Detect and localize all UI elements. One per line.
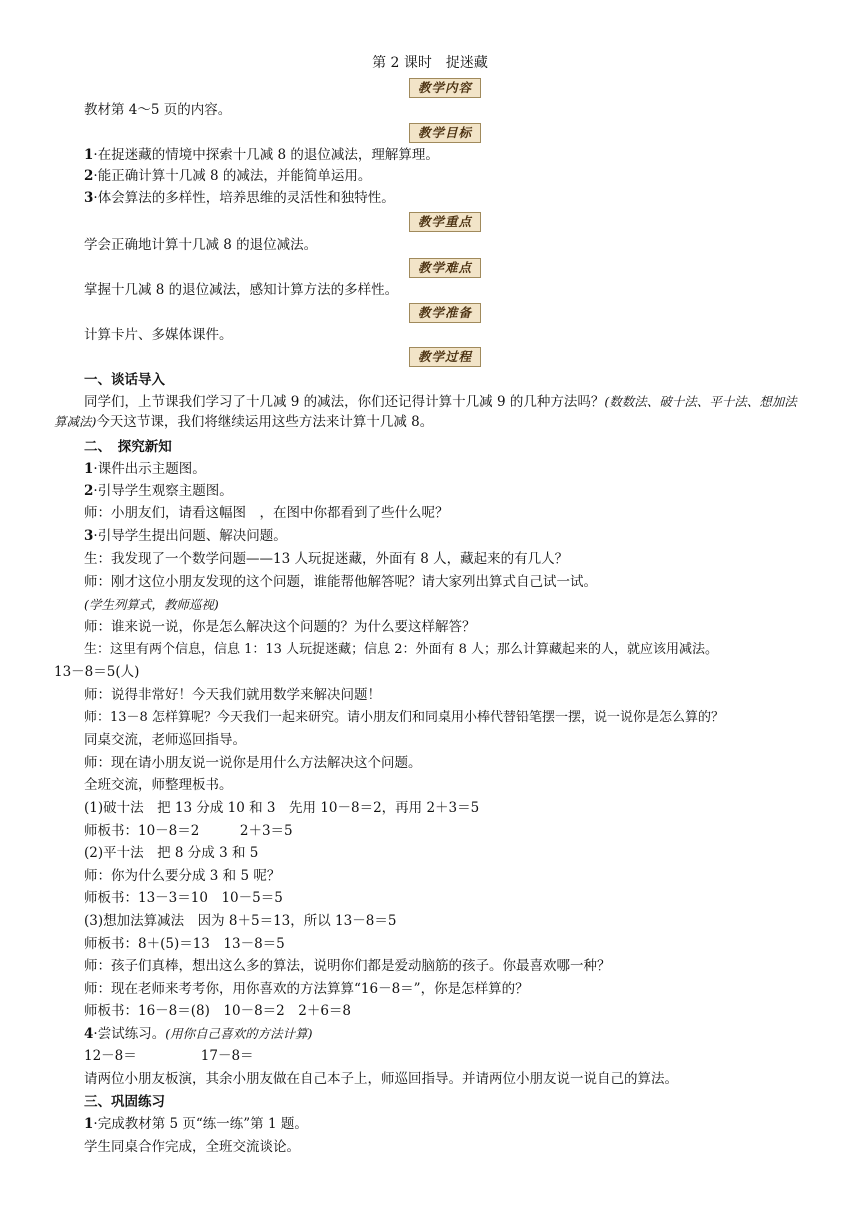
sec2-line-8: 师：谁来说一说，你是怎么解决这个问题的？为什么要这样解答？ <box>84 619 476 635</box>
sec2-line-6: 师：刚才这位小朋友发现的这个问题，谁能帮他解答呢？请大家列出算式自己试一试。 <box>84 574 597 590</box>
sec2-line-7: (学生列算式，教师巡视) <box>84 597 219 612</box>
sec2-line-27: 12－8＝ 17－8＝ <box>84 1048 254 1064</box>
sec2-line-3: 师：小朋友们，请看这幅图 ，在图中你都看到了些什么呢？ <box>84 505 449 521</box>
sec2-line-24: 师：现在老师来考考你，用你喜欢的方法算算“16－8＝”，你是怎样算的？ <box>84 981 529 997</box>
sec2-line-5: 生：我发现了一个数学问题——13 人玩捉迷藏，外面有 8 人，藏起来的有几人？ <box>84 551 569 567</box>
sec2-line-9: 生：这里有两个信息，信息 1：13 人玩捉迷藏；信息 2：外面有 8 人；那么计算藏起来的人，就应该用减法。 <box>84 642 719 657</box>
header-prep: 教学准备 <box>409 303 481 323</box>
sec3-line-2: 学生同桌合作完成，全班交流谈论。 <box>84 1139 300 1155</box>
sec2-line-28: 请两位小朋友板演，其余小朋友做在自己本子上，师巡回指导。并请两位小朋友说一说自己的算法。 <box>84 1071 678 1087</box>
header-key: 教学重点 <box>409 212 481 232</box>
header-process: 教学过程 <box>409 347 481 367</box>
sec2-line-18: (2)平十法 把 8 分成 3 和 5 <box>84 845 259 861</box>
sec2-line-17: 师板书：10－8＝2 2＋3＝5 <box>84 823 293 839</box>
sec2-line-14: 师：现在请小朋友说一说你是用什么方法解决这个问题。 <box>84 755 422 771</box>
sec3-line-1: 1·完成教材第 5 页“练一练”第 1 题。 <box>84 1116 308 1132</box>
sec2-line-20: 师板书：13－3＝10 10－5＝5 <box>84 890 283 906</box>
sec2-line-25: 师板书：16－8＝(8) 10－8＝2 2＋6＝8 <box>84 1003 352 1019</box>
sec2-line-1: 1·课件出示主题图。 <box>84 461 206 477</box>
lesson-title: 第 2 课时 捉迷藏 <box>372 55 488 71</box>
goal-item-3: 3·体会算法的多样性，培养思维的灵活性和独特性。 <box>84 190 395 206</box>
header-difficult: 教学难点 <box>409 258 481 278</box>
sec2-line-23: 师：孩子们真棒，想出这么多的算法，说明你们都是爱动脑筋的孩子。你最喜欢哪一种？ <box>84 958 611 974</box>
sec2-line-16: (1)破十法 把 13 分成 10 和 3 先用 10－8＝2，再用 2＋3＝5 <box>84 800 480 816</box>
section-3-title: 三、巩固练习 <box>84 1094 165 1110</box>
sec2-line-11: 师：说得非常好！今天我们就用数学来解决问题！ <box>84 687 381 703</box>
section-2-title: 二、 探究新知 <box>84 439 172 455</box>
content-text: 教材第 4～5 页的内容。 <box>84 102 232 118</box>
sec2-line-22: 师板书：8＋(5)＝13 13－8＝5 <box>84 936 285 952</box>
sec2-line-2: 2·引导学生观察主题图。 <box>84 483 233 499</box>
goal-item-2: 2·能正确计算十几减 8 的减法，并能简单运用。 <box>84 168 372 184</box>
sec2-line-13: 同桌交流，老师巡回指导。 <box>84 732 246 748</box>
sec2-line-15: 全班交流，师整理板书。 <box>84 777 233 793</box>
key-text: 学会正确地计算十几减 8 的退位减法。 <box>84 237 318 253</box>
sec2-line-21: (3)想加法算减法 因为 8＋5＝13，所以 13－8＝5 <box>84 913 397 929</box>
section-1-title: 一、谈话导入 <box>84 372 165 388</box>
difficult-text: 掌握十几减 8 的退位减法，感知计算方法的多样性。 <box>84 282 399 298</box>
header-goals: 教学目标 <box>409 123 481 143</box>
sec2-line-26: 4·尝试练习。(用你自己喜欢的方法计算) <box>84 1026 313 1042</box>
sec2-line-19: 师：你为什么要分成 3 和 5 呢？ <box>84 868 281 884</box>
goal-item-1: 1·在捉迷藏的情境中探索十几减 8 的退位减法，理解算理。 <box>84 147 439 163</box>
sec2-line-10: 13－8＝5(人) <box>54 664 140 680</box>
sec2-line-4: 3·引导学生提出问题、解决问题。 <box>84 528 287 544</box>
section-1-paragraph: 同学们，上节课我们学习了十几减 9 的减法，你们还记得计算十几减 9 的几种方法吗？(数数法、破十法、平十法、想加法算减法)今天这节课，我们将继续运用这些方法来计算十几减 8。 <box>54 394 797 430</box>
sec2-line-12: 师：13－8 怎样算呢？今天我们一起来研究。请小朋友们和同桌用小棒代替铅笔摆一摆，说一说你是怎么算的？ <box>84 710 724 725</box>
prep-text: 计算卡片、多媒体课件。 <box>84 327 233 343</box>
header-content: 教学内容 <box>409 78 481 98</box>
